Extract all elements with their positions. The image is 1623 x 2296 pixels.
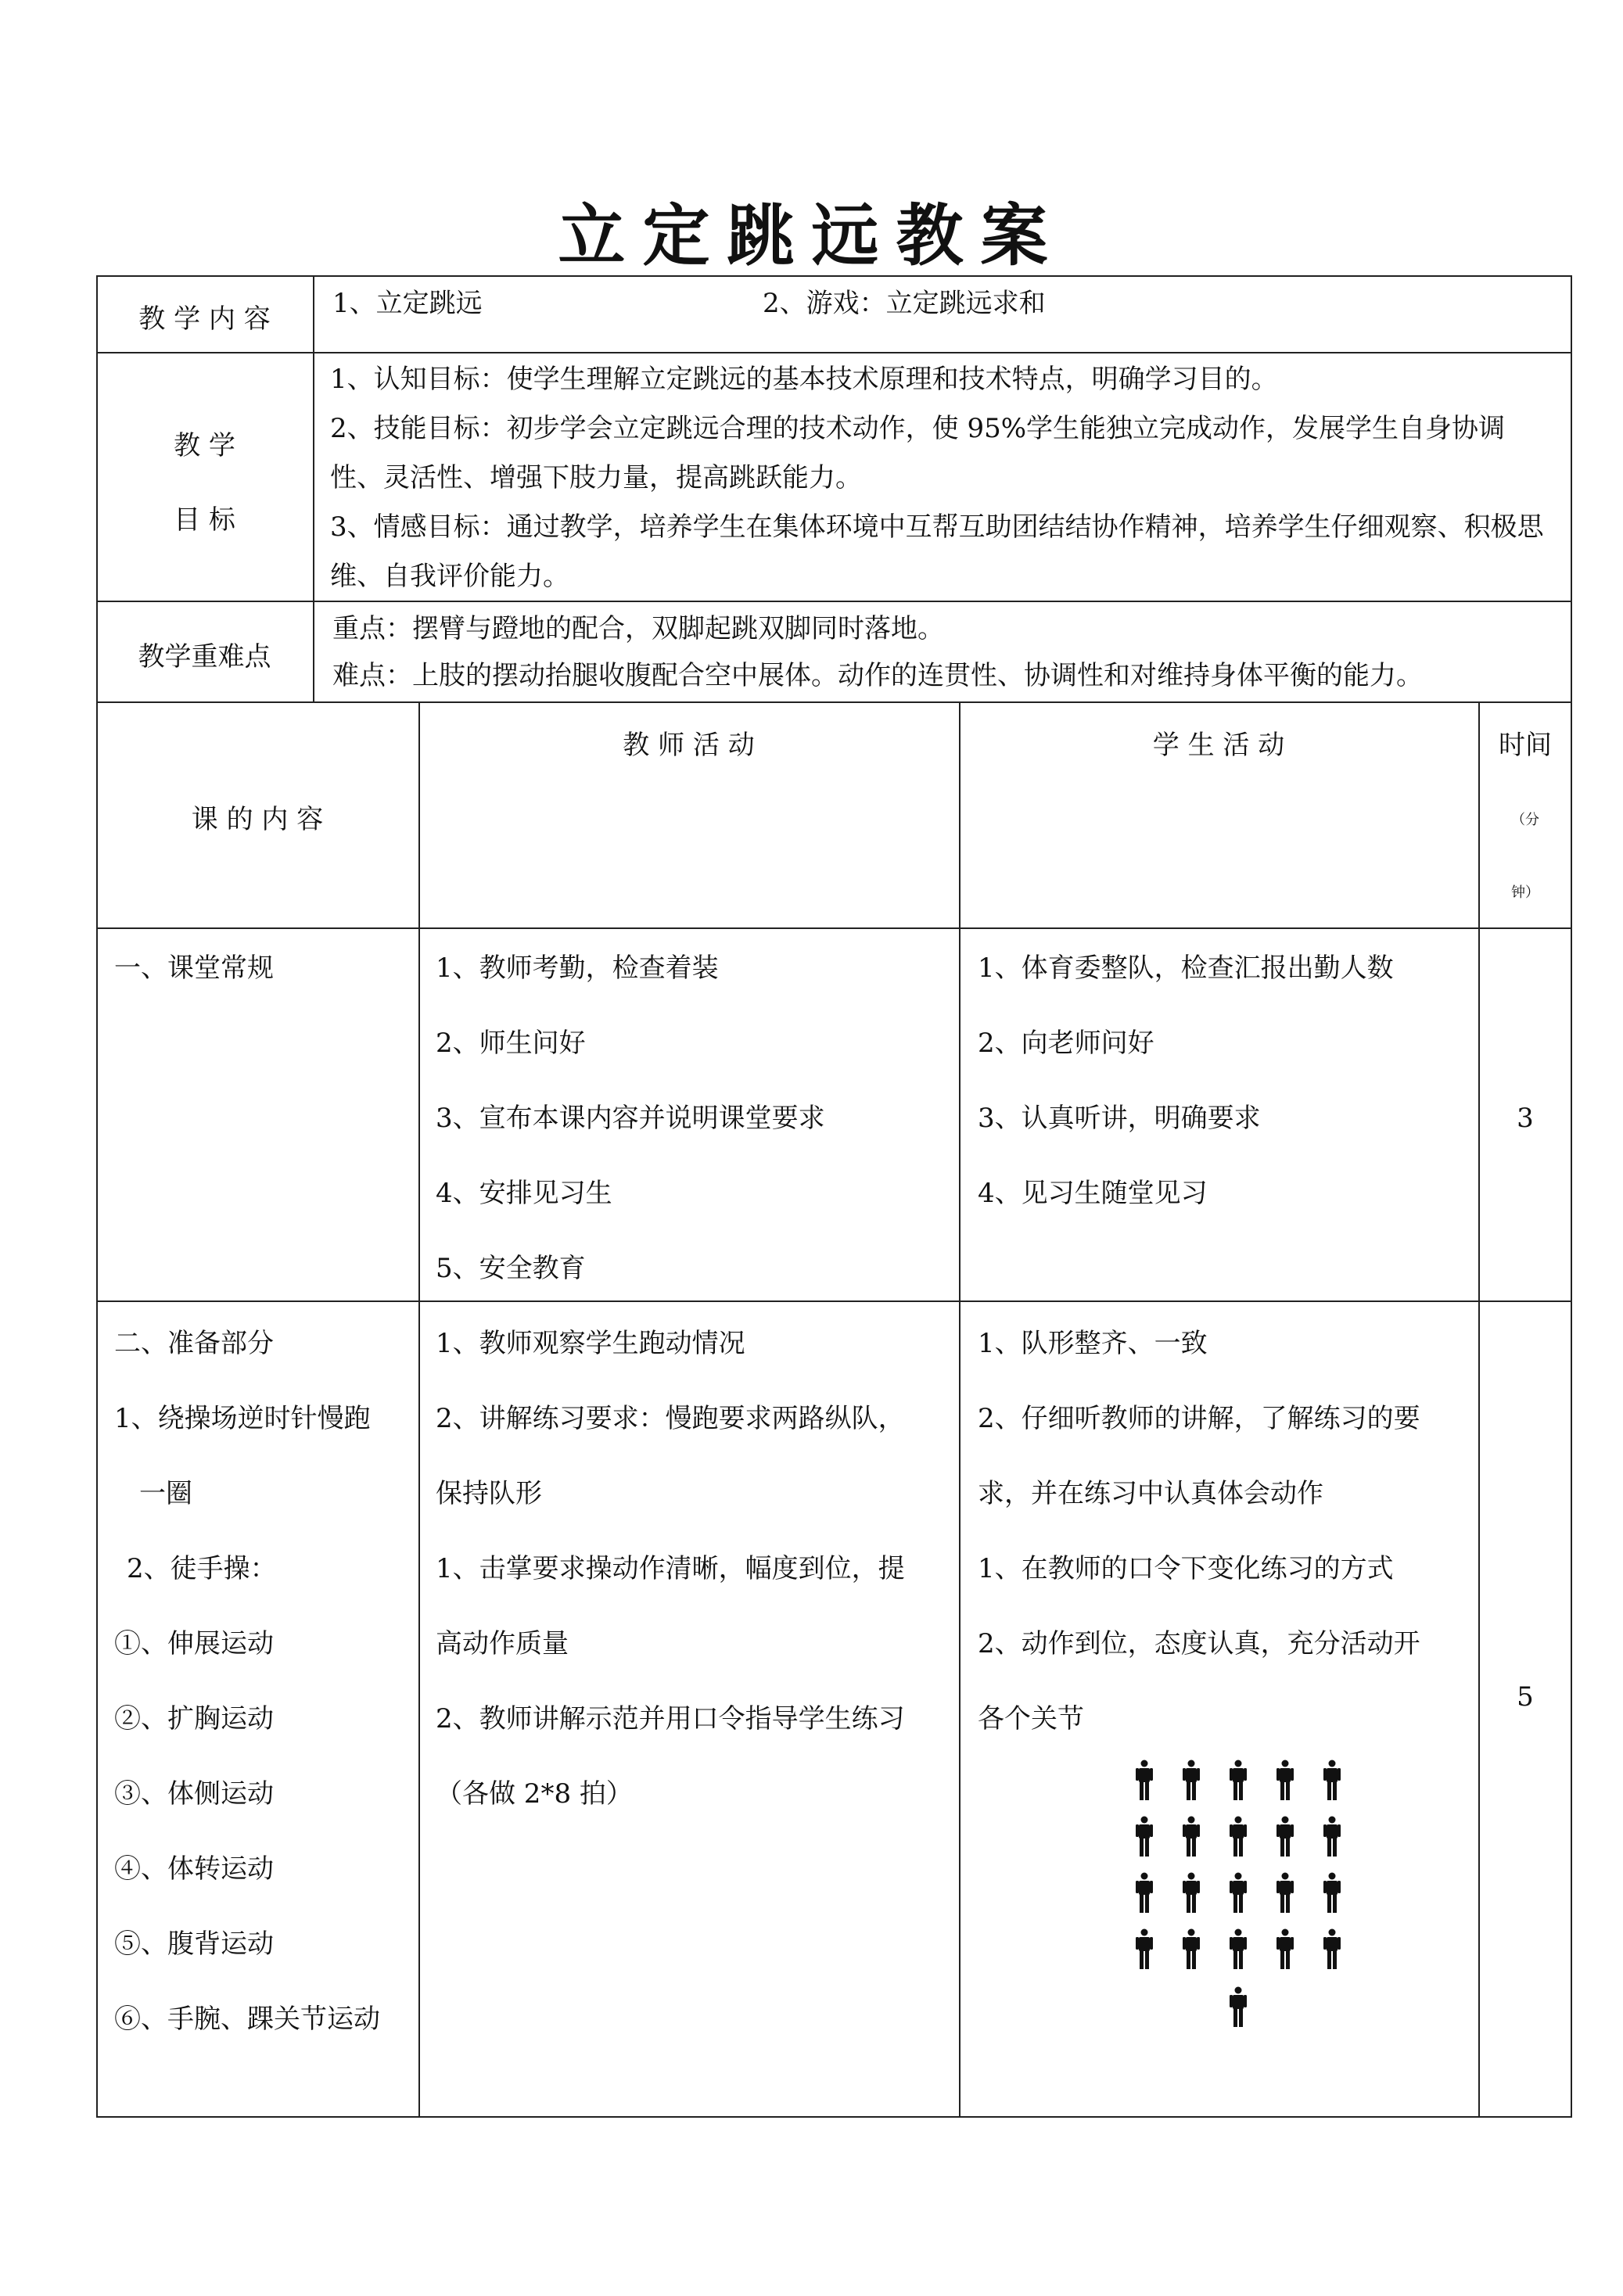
col-content-header: 课 的 内 容: [191, 804, 324, 835]
divider: [1478, 701, 1480, 2118]
teacher-figure-icon: [1230, 1986, 1247, 2027]
content-line: ④、体转运动: [114, 1853, 274, 1885]
student-figure-icon: [1183, 1816, 1200, 1857]
formation-diagram: [1126, 1760, 1361, 2018]
goals-label-1: 教 学: [174, 430, 235, 461]
col-teacher-header: 教 师 活 动: [623, 730, 755, 761]
content-item-2: 2、游戏：立定跳远求和: [763, 288, 1046, 319]
student-figure-icon: [1136, 1760, 1153, 1800]
section-2-time: 5: [1517, 1681, 1534, 1713]
student-figure-icon: [1323, 1760, 1341, 1800]
content-line: 二、准备部分: [114, 1328, 274, 1359]
content-line: ②、扩胸运动: [114, 1703, 274, 1735]
goal-cognitive: 1、认知目标：使学生理解立定跳远的基本技术原理和技术特点，明确学习目的。: [330, 364, 1278, 395]
difficulty-label: 教学重难点: [138, 641, 271, 673]
teacher-line: 1、教师观察学生跑动情况: [436, 1328, 745, 1359]
divider: [96, 352, 1572, 353]
teacher-line: 3、宣布本课内容并说明课堂要求: [436, 1103, 825, 1134]
teacher-line: 2、师生问好: [436, 1028, 586, 1059]
divider: [96, 1300, 1572, 1302]
goals-label-2: 目 标: [174, 504, 235, 536]
content-item-1: 1、立定跳远: [332, 288, 483, 319]
student-figure-icon: [1276, 1928, 1294, 1969]
content-line: 1、绕操场逆时针慢跑: [114, 1403, 371, 1434]
goal-skill: 2、技能目标：初步学会立定跳远合理的技术动作，使 95%学生能独立完成动作，发展学生自身协调性、灵活性、增强下肢力量，提高跳跃能力。: [330, 413, 1506, 493]
teacher-line: 1、教师考勤，检查着装: [436, 952, 719, 984]
page-title: 立定跳远教案: [558, 196, 1065, 275]
section-2-teacher: [436, 1306, 905, 1831]
teacher-line: （各做 2*8 拍）: [436, 1778, 633, 1810]
student-figure-icon: [1230, 1872, 1247, 1913]
student-figure-icon: [1230, 1760, 1247, 1800]
teacher-line: 保持队形: [436, 1478, 542, 1509]
student-figure-icon: [1183, 1872, 1200, 1913]
key-point: 重点：摆臂与蹬地的配合，双脚起跳双脚同时落地。: [332, 613, 944, 644]
teacher-line: 5、安全教育: [436, 1253, 586, 1284]
section-2-student: [978, 1306, 1420, 1756]
student-figure-icon: [1276, 1760, 1294, 1800]
divider: [959, 701, 961, 2118]
col-time-unit-1: （分: [1511, 812, 1539, 828]
student-figure-icon: [1136, 1816, 1153, 1857]
student-line: 1、在教师的口令下变化练习的方式: [978, 1553, 1394, 1584]
section-1-time: 3: [1517, 1103, 1534, 1134]
content-line: ③、体侧运动: [114, 1778, 274, 1810]
content-line: ⑤、腹背运动: [114, 1928, 274, 1960]
divider: [313, 275, 314, 701]
divider: [96, 927, 1572, 929]
content-line: 一圈: [139, 1478, 192, 1509]
content-line: ①、伸展运动: [114, 1628, 274, 1659]
goals-text: [330, 355, 1554, 601]
student-line: 求，并在练习中认真体会动作: [978, 1478, 1323, 1509]
section-1-student: [978, 931, 1394, 1231]
student-figure-icon: [1183, 1760, 1200, 1800]
student-figure-icon: [1323, 1928, 1341, 1969]
difficult-point: 难点：上肢的摆动抬腿收腹配合空中展体。动作的连贯性、协调性和对维持身体平衡的能力。: [332, 660, 1423, 691]
teacher-line: 1、击掌要求操动作清晰，幅度到位，提: [436, 1553, 905, 1584]
section-2-content: [114, 1306, 380, 2057]
divider: [418, 701, 420, 2118]
student-figure-icon: [1230, 1816, 1247, 1857]
col-time-header: 时间: [1499, 730, 1552, 761]
teacher-line: 高动作质量: [436, 1628, 569, 1659]
student-figure-icon: [1323, 1816, 1341, 1857]
col-student-header: 学 生 活 动: [1152, 730, 1285, 761]
teacher-line: 4、安排见习生: [436, 1178, 612, 1209]
student-line: 2、动作到位，态度认真，充分活动开: [978, 1628, 1420, 1659]
student-line: 2、向老师问好: [978, 1028, 1154, 1059]
teacher-line: 2、讲解练习要求：慢跑要求两路纵队，: [436, 1403, 905, 1434]
student-line: 4、见习生随堂见习: [978, 1178, 1208, 1209]
student-line: 2、仔细听教师的讲解，了解练习的要: [978, 1403, 1420, 1434]
goal-affective: 3、情感目标：通过教学，培养学生在集体环境中互帮互助团结结协作精神，培养学生仔细观察、积极思维、自我评价能力。: [330, 511, 1544, 592]
divider: [96, 701, 1572, 703]
student-figure-icon: [1276, 1816, 1294, 1857]
student-figure-icon: [1183, 1928, 1200, 1969]
content-line: ⑥、手腕、踝关节运动: [114, 2004, 380, 2035]
student-figure-icon: [1230, 1928, 1247, 1969]
student-figure-icon: [1323, 1872, 1341, 1913]
section-1-content: [114, 931, 274, 1006]
student-line: 1、体育委整队，检查汇报出勤人数: [978, 952, 1394, 984]
teacher-line: 2、教师讲解示范并用口令指导学生练习: [436, 1703, 905, 1735]
content-line: 2、徒手操：: [127, 1553, 277, 1584]
student-figure-icon: [1136, 1872, 1153, 1913]
content-label: 教 学 内 容: [138, 303, 271, 335]
section-1-teacher: [436, 931, 825, 1306]
student-line: 3、认真听讲，明确要求: [978, 1103, 1261, 1134]
student-figure-icon: [1136, 1928, 1153, 1969]
col-time-unit-2: 钟）: [1511, 884, 1539, 901]
student-line: 各个关节: [978, 1703, 1084, 1735]
content-line: 一、课堂常规: [114, 952, 274, 984]
student-figure-icon: [1276, 1872, 1294, 1913]
student-line: 1、队形整齐、一致: [978, 1328, 1208, 1359]
